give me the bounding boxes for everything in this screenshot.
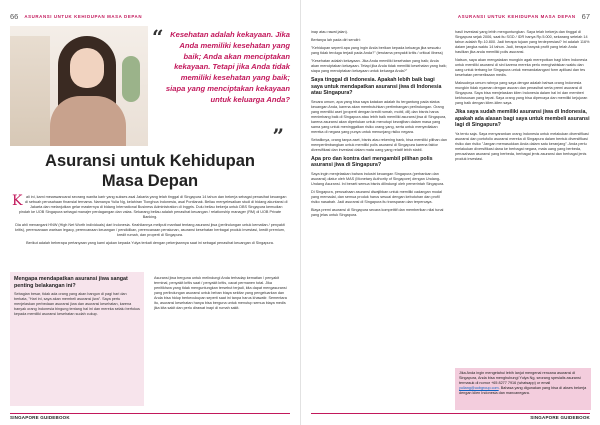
contact-note-box bbox=[455, 368, 591, 410]
right-col1-question-1: Saya tinggal di Indonesia. Apakah lebih baik bagi saya untuk mendapatkan asuransi jiwa di Indonesia atau Singapura? bbox=[311, 77, 442, 96]
intro-paragraph-3: Berikut adalah beberapa pertanyaan yang kami ajukan kepada Yulya terkait dengan pekerjaannya saat ini sebagai penasihat keuangan di Singapura. bbox=[26, 241, 274, 246]
quote-close-icon: ” bbox=[272, 124, 284, 148]
right-page-number: 67 bbox=[581, 11, 590, 21]
left-page-number: 66 bbox=[10, 11, 19, 21]
right-col1-paragraph-4: "Kesehatan adalah kekayaan. Jika Anda memiliki kesehatan yang baik; Anda akan menciptakan kekayaan. Tetapi jika Anda tidak memiliki kesehatan yang baik; siapa yang menciptakan kekayaan untuk keluarga Anda?" bbox=[311, 59, 447, 73]
right-col1-paragraph-6: Sebaliknya, orang tanpa aset, bisnis atau rekening bank, bisa memiliki pilihan dan mempertimbangkan untuk memiliki polis asuransi di Singapura karena faktor diversifikasi dan investasi dalam mata uang yang relatif lebih stabil. bbox=[311, 137, 447, 152]
contact-note-tail: . Bahasa yang digunakan yang bisa di akses bekerja dengan klien Indonesia dan mancanegara. bbox=[459, 385, 587, 395]
right-col1-paragraph-1: inap atau rawat jalan). bbox=[311, 30, 348, 34]
right-page bbox=[300, 0, 600, 425]
qa-question-heading: Mengapa mendapatkan asuransi jiwa sangat penting belakangan ini? bbox=[14, 276, 128, 289]
right-col1-paragraph-7: Saya ingin menjelaskan bahwa industri keuangan Singapura (perbankan dan asuransi) diatur oleh MAS (Monetary Authority of Singapore) dengan Undang-Undang Asuransi. Ini berarti semua bisnis dilindungi oleh pemerintah Singapura. bbox=[311, 171, 445, 186]
left-footer: SINGAPORE GUIDEBOOK bbox=[10, 415, 70, 420]
qa-section bbox=[10, 272, 290, 412]
intro-paragraph-1 bbox=[12, 195, 288, 220]
article-intro bbox=[12, 195, 288, 249]
qa-answer-text-1: Sebagian besar, tidak ada orang yang akan bangun di pagi hari dan berkata, "Hari ini, saya akan membeli asuransi jiwa". Saya pertu menjelaskan perbedaan asuransi jiwa dan asuransi kesehatan, karena banyak orang Indonesia bingung tentang hal ini dan mereka selalu berfokus kepada memiliki asuransi kesehatan sudah cukup. bbox=[14, 292, 140, 317]
right-col2-paragraph-4: Ya tentu saja. Saya menyarankan orang Indonesia untuk melakukan diversifikasi asuransi dan portofolio asuransi mereka di Singapura dalam bentuk diversifikasi risiko dan risiko "Jangan memasukkan Anda dalam satu keranjang". Anda perlu melakukan diversifikasi dana ke berbagai negara, mata uang yang berbeda, perusahaan asuransi yang berbeda, berbagai jenis asuransi dan berbagai jenis produk investasi. bbox=[455, 131, 589, 161]
left-header-title: ASURANSI UNTUK KEHIDUPAN MASA DEPAN bbox=[24, 13, 143, 19]
right-col2-paragraph-1: hasil investasi yang lebih menguntungkan. Saya telah bekerja dan tinggal di Singapura sejak 2006, saat itu SGD / IDR hanya Rp.5.000, sekarang setelah 14 tahun adalah Rp.10.800. Jadi berapa tujuan yang terdepresiasi? Ini adalah 116% dalam jangka waktu 14 tahun. Jadi, berapa banyak profit yang telah Anda hasilkan jika anda memiliki polis asuransi. bbox=[455, 30, 590, 54]
right-col2-question-1: Jika saya sudah memiliki asuransi jiwa di Indonesia, apakah ada alasan bagi saya untuk membeli asuransi lagi di Singapura? bbox=[455, 109, 590, 128]
qa-answer-text-2: Asuransi jiwa berguna untuk melindungi Anda terhadap kematian / penyakit terminal, penyakit kritis saat / penyakit kritis, cacat permanen total. Jika penitikhwa yang tidak menguntungkan tersebut terjadi, kita dapat mengasuransi yang perlindungan asuransi untuk beban biaya sekitar yang pengeluarkan dan Anda bisa hidup berkecukupan seperti saat ini tanpa harus khawatir. Sementara itu, asuransi kesehatan hanya bisa berguna untuk menutup semua biaya medis jika kita sakit dan perlu dirawat inapi di rumah sakit. bbox=[154, 276, 287, 310]
right-header-title: ASURANSI UNTUK KEHIDUPAN MASA DEPAN bbox=[457, 13, 576, 19]
right-col2-paragraph-3: Maksudnya umum rahnya yang saya dengar adalah bahwa orang Indonesia mungkin tidak nyaman dengan asuran dan penasihat serta premi asuransi di Singapura. Saya bisa menjelaskan klien Indonesia dalam hal ini dan memberi kekhususan yang tepat. Saya orang yang bisa dipercaya dan memiliki kejujuran yang baik dengan klien-klien saya. bbox=[455, 81, 588, 105]
article-title-line-1: Asuransi untuk Kehidupan bbox=[45, 152, 255, 170]
pull-quote-text: Kesehatan adalah kekayaan. Jika Anda memiliki kesehatan yang baik; Anda akan menciptakan kekayaan. Tetapi jika Anda tidak memiliki kesehatan yang baik; siapa yang menciptakan kekayaan untuk keluarga Anda? bbox=[165, 30, 290, 104]
portrait-photo bbox=[10, 26, 148, 146]
right-col1-paragraph-5: Secara umum, apa yang bisa saya katakan adalah itu tergantung pada status keuangan Anda, karena akan membutuhkan pertimbangan perlindungan. Orang yang memiliki aset (properti dengan kredit rumah, mobil, dll) dan bisnis harus menimbang baik di Singapura atau lebih baik memiliki asuransi jiwa di Singapura, karena asuransi akan diperlukan untuk menutupi kewajiban dalam masa yang sama yang untuk meninggalkan risiko orang yang, serta untuk menyediakan mereka di negara yang punya untuk menunjang risiko negara. bbox=[311, 99, 447, 134]
right-col1-paragraph-3: "Kehidupan seperti apa yang ingin Anda berikan kepada keluarga jika sesuatu yang tidak terduga terjadi pada Anda?" (terutama penyakit kritis / critical illness) bbox=[311, 46, 443, 55]
article-title-line-2: Masa Depan bbox=[101, 172, 199, 190]
right-footer: SINGAPORE GUIDEBOOK bbox=[530, 415, 590, 420]
right-column-1 bbox=[311, 30, 447, 221]
right-col1-question-2: Apa pro dan kontra dari mengambil pilihan polis asuransi jiwa di Singapura? bbox=[311, 155, 433, 168]
left-header bbox=[10, 11, 142, 21]
qa-column-1 bbox=[10, 272, 144, 406]
right-footer-rule bbox=[311, 413, 590, 414]
right-col2-paragraph-2: Natsun, saya akan mengatakan mungkin agak merepotkan bagi klien Indonesia untuk memiliki asuransi di sini karena mereka perlu menghabiskan waktu dan uang untuk terbang ke Singapura untuk menandatangani form aplikasi dan tes kesehatan pemeriksaan medis. bbox=[455, 58, 588, 77]
contact-email-link[interactable]: yuliang@uobgroup.com bbox=[459, 385, 499, 390]
contact-note-text: Jika Anda ingin mengetahui lebih lanjut mengenai rencana asuransi di Singapura, Anda bisa menghubungi Yulya Ng, seorang spesialis asuransi termasuk di nomor +65 8277 7916 (whatsapp) or email bbox=[459, 371, 581, 385]
intro-paragraph-1-text: ali ini, kami mewawancarai seorang wanita karir yang sukses asal Jakarta yang telah tinggal di Singapura 14 tahun dan bekerja sebagai penasihat keuangan di sebuah perusahaan finansial ternama. Namanya Yulia Ng, kelahiran Tionghoa Indonesia, asal Pontianak. Beliau menyelesaikan studi di bidang akuntansi di Jakarta dan melanjutkan gelar masternya di bidang International Business Administration di Inggris. Dulu beliau bekerja untuk DBS Singapura kemudian pindah ke UOB Singapura sebagai manajer perdagangan dan valas. Sekarang beliau adalah penasihat keuangan / relationship manager (RM) di UOB Private Banking. bbox=[18, 195, 288, 220]
quote-open-icon: “ bbox=[152, 25, 164, 49]
article-title bbox=[10, 151, 290, 191]
right-col1-paragraph-9: Biaya premi asuransi di Singapura secara kompetitif dan memberikan nilai tunai yang jelas untuk Singapura. bbox=[311, 207, 444, 217]
right-col1-paragraph-8: Di Singapura, perusahaan asuransi diwajibkan untuk memiliki cadangan modal yang memadai, dan semua produk harus sesuai dengan kebutuhan dan profil risiko nasabah. Jadi asuransi di Singapura itu transparan dan terpercaya. bbox=[311, 189, 442, 204]
right-header bbox=[458, 11, 590, 21]
intro-paragraph-2: Dia ahli menangani HNW (High Net Worth individuals) dari Indonesia. Keahliannya meliputi manfaat tentang asuransi jiwa (perlindungan untuk kematian / penyakit kritis), perencanaan warisan legacy, perencanaan keuangan / pendidikan, perencanaan pensiunan, asuransi kesehatan berbagai produk investasi, kredit premium, kredit rumah, dan properti di Singapura. bbox=[15, 223, 285, 238]
right-col1-paragraph-2: Bertanya lah pada diri sendiri: bbox=[311, 38, 361, 42]
qa-column-2 bbox=[154, 272, 288, 314]
left-footer-rule bbox=[10, 413, 290, 414]
pull-quote bbox=[150, 26, 290, 146]
drop-cap: K bbox=[12, 193, 23, 209]
right-column-2 bbox=[455, 30, 591, 165]
